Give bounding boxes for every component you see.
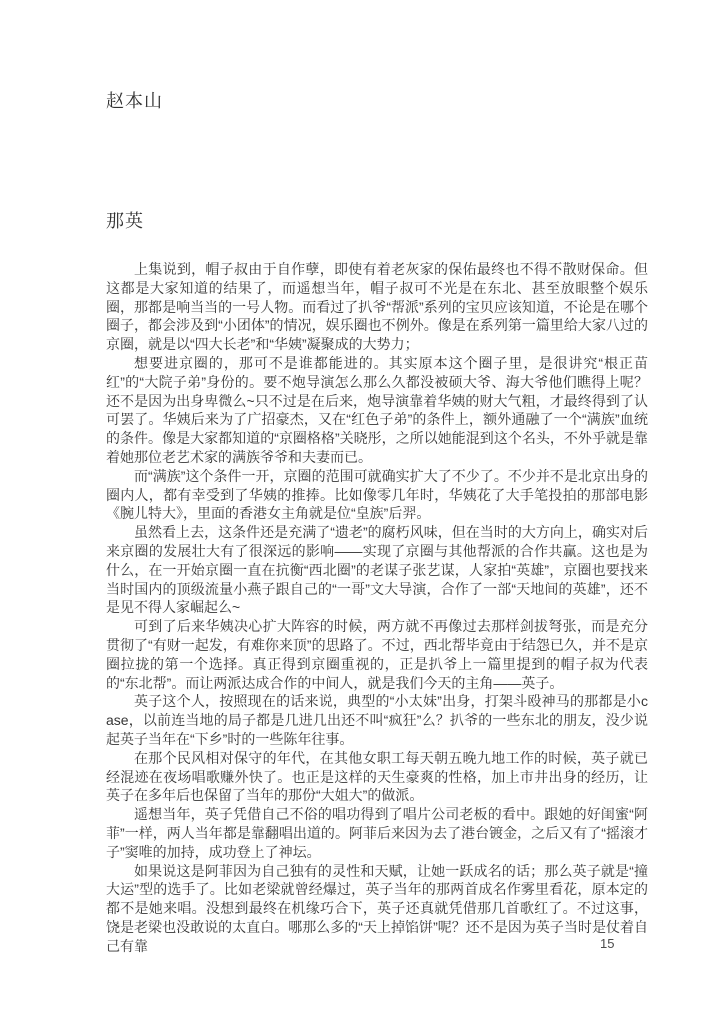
paragraph-8: 遥想当年，英子凭借自己不俗的唱功得到了唱片公司老板的看中。跟她的好闺蜜“阿菲”一样，两人当年都是靠翻唱出道的。阿菲后来因为去了港台镀金，之后又有了“摇滚才子”窦唯的加持，成功登上了神坛。 [106, 806, 648, 860]
paragraph-9: 如果说这是阿菲因为自己独有的灵性和天赋，让她一跃成名的话；那么英子就是“撞大运”型的选手了。比如老梁就曾经爆过，英子当年的那两首成名作雾里看花，原本定的都不是她来唱。没想到最终在机缘巧合下，英子还真就凭借那几首歌红了。不过这事，饶是老梁也没敢说的太直白。哪那么多的“天上掉馅饼”呢？还不是因为英子当时是仗着自己有靠 [106, 862, 648, 954]
paragraph-3: 而“满族”这个条件一开，京圈的范围可就确实扩大了不少了。不少并不是北京出身的圈内人，都有幸受到了华姨的推捧。比如像零几年时，华姨花了大手笔投拍的那部电影《腕儿特大》，里面的香港女主角就是位“皇族”后羿。 [106, 467, 648, 522]
paragraph-6: 英子这个人，按照现在的话来说，典型的“小太妹”出身，打架斗殴神马的那都是小case，以前连当地的局子都是几进几出还不叫“疯狂”么？扒爷的一些东北的朋友，没少说起英子当年在“下乡”时的一些陈年往事。 [106, 693, 648, 747]
section-heading: 那英 [106, 211, 144, 231]
page-number: 15 [600, 936, 615, 951]
article-body [106, 260, 648, 955]
paragraph-5: 可到了后来华姨决心扩大阵容的时候，两方就不再像过去那样剑拔弩张，而是充分贯彻了“有财一起发，有难你来顶”的思路了。不过，西北帮毕竟由于结怨已久，并不是京圈拉拢的第一个选择。真正得到京圈重视的，正是扒爷上一篇里提到的帽子叔为代表的“东北帮”。而让两派达成合作的中间人，就是我们今天的主角——英子。 [106, 618, 648, 691]
paragraph-7: 在那个民风相对保守的年代，在其他女职工每天朝五晚九地工作的时候，英子就已经混迹在夜场唱歌赚外快了。也正是这样的天生豪爽的性格，加上市井出身的经历，让英子在多年后也保留了当年的那份“大姐大”的做派。 [106, 749, 648, 804]
previous-section-title: 赵本山 [106, 91, 163, 111]
paragraph-4: 虽然看上去，这条件还是充满了“遗老”的腐朽风味，但在当时的大方向上，确实对后来京圈的发展壮大有了很深远的影响——实现了京圈与其他帮派的合作共赢。这也是为什么，在一开始京圈一直在抗衡“西北圈”的老谋子张艺谋，人家拍“英雄”，京圈也要找来当时国内的顶级流量小燕子跟自己的“一哥”文大导演，合作了一部“天地间的英雄”，还不是见不得人家崛起么~ [106, 524, 648, 616]
paragraph-2: 想要进京圈的，那可不是谁都能进的。其实原本这个圈子里，是很讲究“根正苗红”的“大院子弟”身份的。要不炮导演怎么那么久都没被硕大爷、海大爷他们瞧得上呢？还不是因为出身卑微么~只不过是在后来，炮导演靠着华姨的财大气粗，才最终得到了认可罢了。华姨后来为了广招豪杰，又在“红色子弟”的条件上，额外通融了一个“满族”血统的条件。像是大家都知道的“京圈格格”关晓彤，之所以她能混到这个名头，不外乎就是靠着她那位老艺术家的满族爷爷和夫妻而已。 [106, 354, 648, 465]
paragraph-1: 上集说到，帽子叔由于自作孽，即使有着老灰家的保佑最终也不得不散财保命。但这都是大家知道的结果了，而遥想当年，帽子叔可不光是在东北、甚至放眼整个娱乐圈，那都是响当当的一号人物。而看过了扒爷“帮派”系列的宝贝应该知道，不论是在哪个圈子，都会涉及到“小团体”的情况，娱乐圈也不例外。像是在系列第一篇里给大家八过的京圈，就是以“四大长老”和“华姨”凝聚成的大势力； [106, 261, 648, 353]
